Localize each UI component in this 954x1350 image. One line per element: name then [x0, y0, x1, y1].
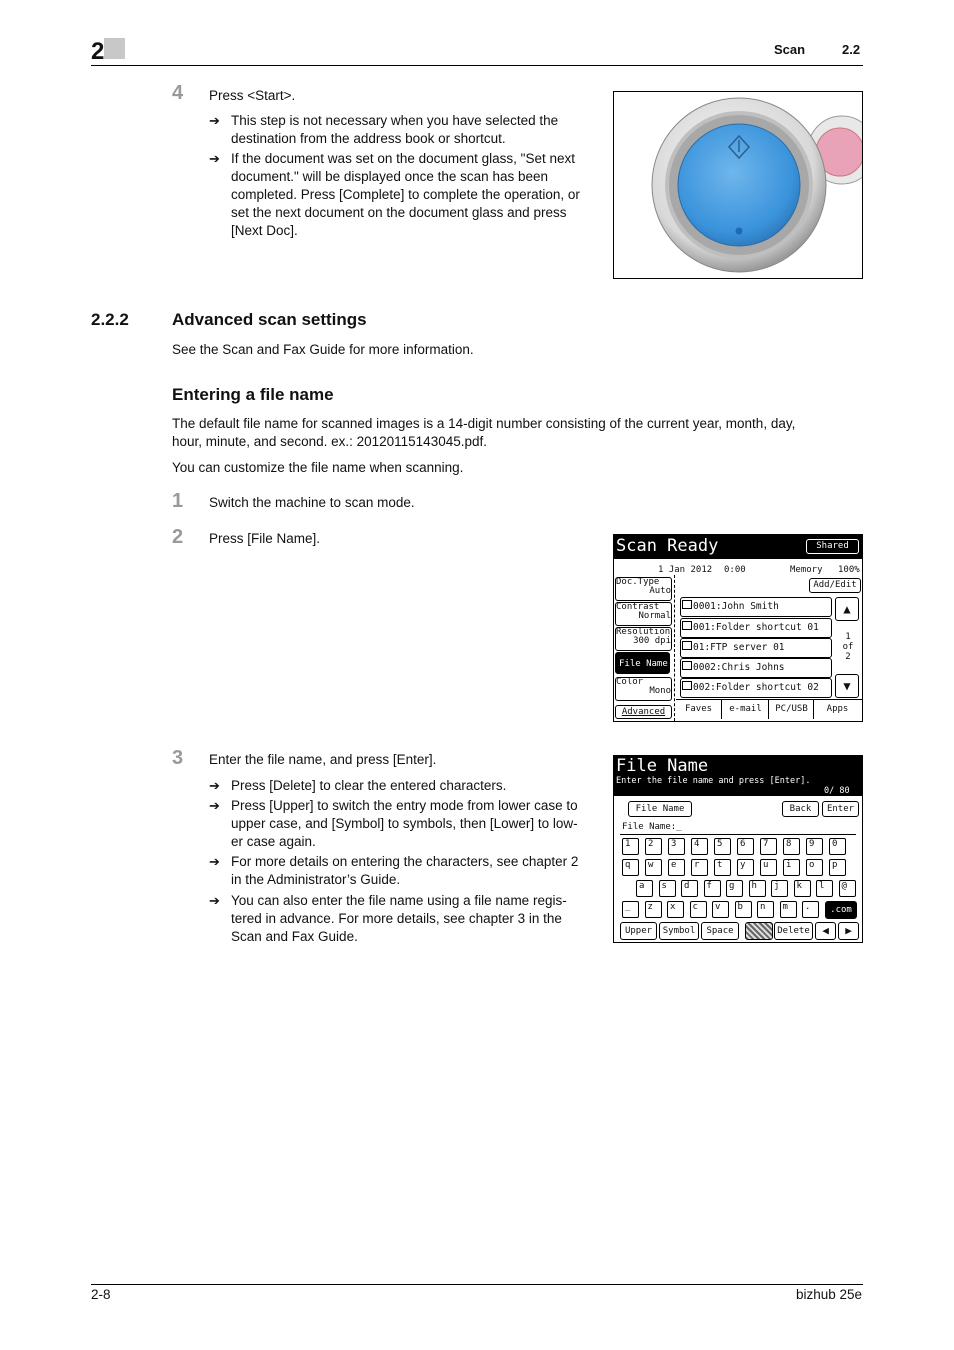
upper-button[interactable]: Upper: [620, 922, 657, 940]
keyboard-key[interactable]: _: [622, 901, 639, 918]
right-arrow-icon: ▶: [845, 924, 852, 937]
space-button[interactable]: Space: [701, 922, 739, 940]
bullet-arrow: ➔: [209, 778, 220, 793]
status-memory: Memory: [790, 565, 823, 575]
scroll-down-button[interactable]: [835, 674, 859, 698]
status-date: 1 Jan 2012: [658, 565, 713, 575]
shared-button[interactable]: Shared: [806, 539, 859, 554]
field-underline: [620, 834, 856, 835]
keyboard-key[interactable]: h: [749, 880, 766, 897]
step-number: 4: [172, 82, 184, 104]
step-number: 1: [172, 490, 184, 512]
step-text: Press <Start>.: [209, 88, 296, 103]
keyboard-key[interactable]: b: [735, 901, 752, 918]
address-entry[interactable]: 01:FTP server 01: [680, 638, 832, 658]
enter-button[interactable]: Enter: [822, 801, 859, 817]
keyboard-key[interactable]: w: [645, 859, 662, 876]
resolution-button[interactable]: Resolution 300 dpi: [615, 627, 672, 651]
header-section-name: Scan: [774, 42, 806, 57]
step-text: Enter the file name, and press [Enter].: [209, 752, 437, 767]
keyboard-key[interactable]: k: [794, 880, 811, 897]
header-section-number: 2.2: [842, 42, 861, 57]
section-intro: See the Scan and Fax Guide for more information.: [172, 342, 474, 357]
keyboard-key[interactable]: 1: [622, 838, 639, 855]
keyboard-key[interactable]: t: [714, 859, 731, 876]
section-number: 2.2.2: [91, 310, 129, 329]
header-rule: [91, 65, 863, 66]
keyboard-key[interactable]: v: [712, 901, 729, 918]
keyboard-key[interactable]: c: [690, 901, 707, 918]
subsection-title: Entering a file name: [172, 385, 334, 404]
doc-type-button[interactable]: Doc.Type Auto: [615, 577, 672, 601]
address-entry[interactable]: 0002:Chris Johns: [680, 658, 832, 678]
keyboard-key[interactable]: d: [681, 880, 698, 897]
file-name-button[interactable]: File Name: [615, 652, 670, 674]
keyboard-key[interactable]: y: [737, 859, 754, 876]
keyboard-key[interactable]: @: [839, 880, 856, 897]
tab-faves[interactable]: Faves: [684, 704, 713, 714]
chapter-tab-decoration: [104, 38, 125, 59]
step-number: 2: [172, 526, 184, 548]
dotcom-key[interactable]: .com: [825, 901, 857, 919]
bullet-arrow: ➔: [209, 854, 220, 869]
step-note: Press [Delete] to clear the entered characters.: [231, 778, 507, 793]
footer-rule: [91, 1284, 863, 1285]
step-note: This step is not necessary when you have selected the destination from the address book or shortcut.: [231, 113, 559, 146]
advanced-button[interactable]: Advanced: [615, 705, 672, 719]
keyboard-key[interactable]: 3: [668, 838, 685, 855]
page-indicator: 1 of 2: [842, 632, 854, 662]
step-text: Switch the machine to scan mode.: [209, 495, 415, 510]
file-name-screen: [613, 755, 863, 943]
step-note: You can also enter the file name using a file name regis- tered in advance. For more details, see chapter 3 in the Scan and Fax Guide.: [231, 893, 567, 944]
keyboard-key[interactable]: a: [636, 880, 653, 897]
cursor-right-button[interactable]: [838, 922, 859, 940]
file-name-field[interactable]: File Name:_: [622, 822, 682, 832]
keyboard-key[interactable]: 5: [714, 838, 731, 855]
keyboard-key[interactable]: o: [806, 859, 823, 876]
paragraph: You can customize the file name when scanning.: [172, 460, 464, 475]
screen-instruction: Enter the file name and press [Enter].: [616, 776, 811, 786]
tab-pc-usb[interactable]: PC/USB: [768, 699, 814, 719]
keyboard-key[interactable]: 0: [829, 838, 846, 855]
keyboard-key[interactable]: 7: [760, 838, 777, 855]
paragraph: The default file name for scanned images is a 14-digit number consisting of the current year, month, day, hour, minute, and second. ex.: 20120115143045.pdf.: [172, 416, 796, 449]
char-counter: 0/ 80: [824, 786, 850, 796]
add-edit-button[interactable]: Add/Edit: [809, 578, 861, 593]
start-button-illustration: [613, 91, 863, 279]
keyboard-key[interactable]: 8: [783, 838, 800, 855]
cursor-key[interactable]: [745, 922, 773, 940]
keyboard-key[interactable]: 2: [645, 838, 662, 855]
keyboard-key[interactable]: e: [668, 859, 685, 876]
status-percent: 100%: [838, 565, 860, 575]
start-key-image: [614, 92, 862, 278]
keyboard-key[interactable]: g: [726, 880, 743, 897]
footer-product: bizhub 25e: [795, 1287, 862, 1302]
file-name-tab[interactable]: File Name: [628, 801, 692, 817]
keyboard-key[interactable]: n: [757, 901, 774, 918]
scroll-up-button[interactable]: [835, 597, 859, 621]
delete-button[interactable]: Delete: [774, 922, 813, 940]
keyboard-key[interactable]: u: [760, 859, 777, 876]
address-entry[interactable]: 001:Folder shortcut 01: [680, 618, 832, 638]
keyboard-key[interactable]: i: [783, 859, 800, 876]
keyboard-key[interactable]: 9: [806, 838, 823, 855]
keyboard-key[interactable]: .: [802, 901, 819, 918]
chapter-number: 2: [91, 38, 105, 65]
left-arrow-icon: ◀: [822, 924, 829, 937]
bullet-arrow: ➔: [209, 798, 220, 813]
keyboard-key[interactable]: 6: [737, 838, 754, 855]
bullet-arrow: ➔: [209, 113, 220, 128]
address-entry[interactable]: 0001:John Smith: [680, 597, 832, 617]
step-note: If the document was set on the document glass, "Set next document." will be displayed once the scan has been completed. Press [Complete] to complete the operation, or set the next document on the document glass and press [Next Doc].: [231, 151, 580, 238]
keyboard-key[interactable]: r: [691, 859, 708, 876]
section-title: Advanced scan settings: [172, 310, 367, 329]
keyboard-key[interactable]: m: [780, 901, 797, 918]
tab-email[interactable]: e-mail: [721, 699, 769, 719]
step-note: Press [Upper] to switch the entry mode from lower case to upper case, and [Symbol] to symbols, then [Lower] to low- er case again.: [231, 798, 578, 849]
back-button[interactable]: Back: [782, 801, 819, 817]
bullet-arrow: ➔: [209, 893, 220, 908]
screen-title: Scan Ready: [616, 536, 719, 556]
footer-page-number: 2-8: [91, 1287, 111, 1302]
down-arrow-icon: ▼: [843, 679, 851, 693]
keyboard-key[interactable]: p: [829, 859, 846, 876]
cursor-left-button[interactable]: [815, 922, 836, 940]
tab-apps[interactable]: Apps: [813, 699, 861, 719]
address-entry[interactable]: 002:Folder shortcut 02: [680, 678, 832, 698]
screen-title: File Name: [616, 756, 709, 776]
contrast-button[interactable]: Contrast Normal: [615, 602, 672, 626]
color-button[interactable]: Color Mono: [615, 677, 672, 701]
step-text: Press [File Name].: [209, 531, 321, 546]
symbol-button[interactable]: Symbol: [659, 922, 699, 940]
keyboard-key[interactable]: x: [667, 901, 684, 918]
scan-ready-screen: [613, 534, 863, 722]
step-note: For more details on entering the characters, see chapter 2 in the Administrator’s Guide.: [231, 854, 579, 887]
keyboard-key[interactable]: l: [816, 880, 833, 897]
step-number: 3: [172, 747, 184, 769]
keyboard-key[interactable]: z: [645, 901, 662, 918]
status-time: 0:00: [724, 565, 746, 575]
up-arrow-icon: ▲: [843, 602, 851, 616]
keyboard-key[interactable]: f: [704, 880, 721, 897]
keyboard-key[interactable]: q: [622, 859, 639, 876]
keyboard-key[interactable]: 4: [691, 838, 708, 855]
keyboard-key[interactable]: s: [659, 880, 676, 897]
bullet-arrow: ➔: [209, 151, 220, 166]
keyboard-key[interactable]: j: [771, 880, 788, 897]
